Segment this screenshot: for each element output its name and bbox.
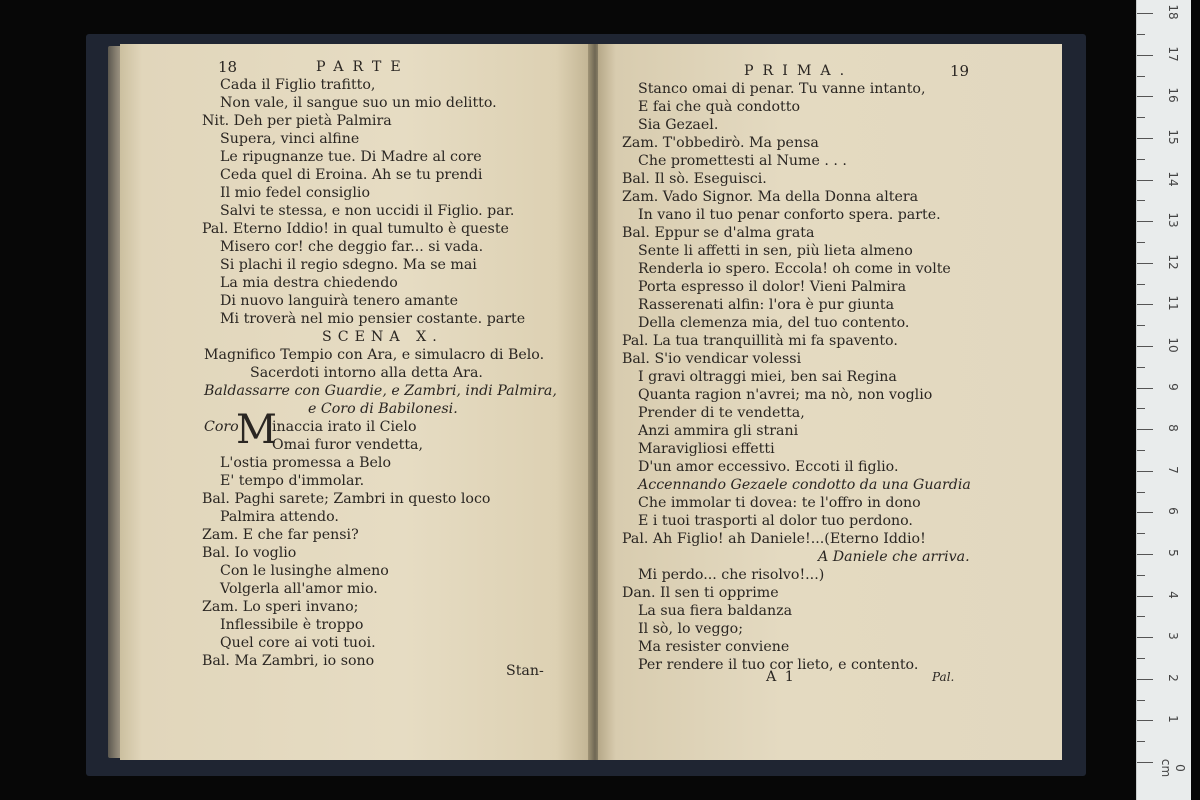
text-line: Bal. Ma Zambri, io sono bbox=[202, 653, 375, 669]
ruler-label: 16 bbox=[1166, 87, 1180, 104]
text-line: Bal. Eppur se d'alma grata bbox=[622, 225, 815, 241]
text-line: Zam. Lo speri invano; bbox=[202, 599, 359, 615]
ruler-tick bbox=[1137, 679, 1153, 680]
text-line: Salvi te stessa, e non uccidi il Figlio. par. bbox=[220, 203, 515, 219]
ruler-label: 11 bbox=[1166, 295, 1180, 312]
ruler-label: 15 bbox=[1166, 129, 1180, 145]
text-line: Baldassarre con Guardie, e Zambri, indi Palmira, bbox=[204, 383, 557, 399]
text-line: Coro bbox=[204, 419, 239, 435]
text-line: Pal. La tua tranquillità mi fa spavento. bbox=[622, 333, 898, 349]
ruler-label: 9 bbox=[1166, 382, 1180, 391]
ruler-tick bbox=[1137, 180, 1153, 181]
text-line: Zam. E che far pensi? bbox=[202, 527, 359, 543]
ruler-tick bbox=[1137, 13, 1153, 14]
ruler-label: 3 bbox=[1166, 632, 1180, 640]
text-line: Rasserenati alfin: l'ora è pur giunta bbox=[638, 297, 895, 313]
text-line: Di nuovo languirà tenero amante bbox=[220, 293, 459, 309]
ruler-label: 13 bbox=[1166, 212, 1180, 228]
ruler-tick bbox=[1137, 138, 1153, 139]
text-line: Ma resister conviene bbox=[638, 639, 790, 655]
text-line: Omai furor vendetta, bbox=[272, 437, 423, 453]
text-line: Sia Gezael. bbox=[638, 117, 719, 133]
text-line: Per rendere il tuo cor lieto, e contento. bbox=[638, 657, 919, 673]
ruler-label: 7 bbox=[1166, 465, 1180, 474]
drop-cap: M bbox=[236, 407, 277, 453]
ruler-tick bbox=[1137, 720, 1153, 721]
text-line: Maravigliosi effetti bbox=[638, 441, 775, 457]
ruler-tick bbox=[1137, 200, 1145, 201]
text-line: Che promettesti al Nume . . . bbox=[638, 153, 847, 169]
text-line: Anzi ammira gli strani bbox=[638, 423, 799, 439]
text-line: Accennando Gezaele condotto da una Guardia bbox=[638, 477, 971, 493]
text-line: Dan. Il sen ti opprime bbox=[622, 585, 779, 601]
text-line: La sua fiera baldanza bbox=[638, 603, 793, 619]
ruler-tick bbox=[1137, 533, 1145, 534]
ruler-tick bbox=[1137, 304, 1153, 305]
ruler-label: 14 bbox=[1166, 170, 1180, 187]
ruler-label: 6 bbox=[1166, 507, 1180, 516]
catchword: Stan- bbox=[506, 663, 544, 679]
text-line: In vano il tuo penar conforto spera. parte. bbox=[638, 207, 941, 223]
signature-mark: A 1 bbox=[766, 669, 796, 685]
text-line: Porta espresso il dolor! Vieni Palmira bbox=[638, 279, 907, 295]
ruler-tick bbox=[1137, 450, 1145, 451]
text-line: Cada il Figlio trafitto, bbox=[220, 77, 376, 93]
text-line: Zam. T'obbedirò. Ma pensa bbox=[622, 135, 819, 151]
ruler-tick bbox=[1137, 221, 1153, 222]
scene-heading: SCENA X. bbox=[322, 329, 443, 345]
ruler-tick bbox=[1137, 616, 1145, 617]
ruler-tick bbox=[1137, 575, 1145, 576]
ruler-label: 18 bbox=[1166, 4, 1180, 20]
text-line: Misero cor! che deggio far... si vada. bbox=[220, 239, 484, 255]
ruler-label: 8 bbox=[1166, 424, 1180, 432]
measuring-ruler bbox=[1136, 0, 1191, 800]
ruler-tick bbox=[1137, 637, 1153, 638]
text-line: Nit. Deh per pietà Palmira bbox=[202, 113, 392, 129]
ruler-tick bbox=[1137, 159, 1145, 160]
ruler-tick bbox=[1137, 658, 1145, 659]
ruler-tick bbox=[1137, 471, 1153, 472]
text-line: Palmira attendo. bbox=[220, 509, 339, 525]
text-line: Ceda quel di Eroina. Ah se tu prendi bbox=[220, 167, 483, 183]
ruler-tick bbox=[1137, 346, 1153, 347]
text-line: Volgerla all'amor mio. bbox=[220, 581, 378, 597]
page-number: 19 bbox=[950, 62, 970, 80]
text-line: Supera, vinci alfine bbox=[220, 131, 360, 147]
ruler-tick bbox=[1137, 741, 1145, 742]
ruler-tick bbox=[1137, 117, 1145, 118]
ruler-tick bbox=[1137, 762, 1153, 763]
ruler-tick bbox=[1137, 408, 1145, 409]
text-line: Renderla io spero. Eccola! oh come in volte bbox=[638, 261, 951, 277]
text-line: Zam. Vado Signor. Ma della Donna altera bbox=[622, 189, 919, 205]
ruler-tick bbox=[1137, 55, 1153, 56]
text-line: Bal. Il sò. Eseguisci. bbox=[622, 171, 767, 187]
ruler-tick bbox=[1137, 325, 1145, 326]
ruler-label: 0 cm bbox=[1159, 758, 1187, 778]
ruler-tick bbox=[1137, 512, 1153, 513]
text-line: Pal. Eterno Iddio! in qual tumulto è queste bbox=[202, 221, 509, 237]
text-line: Mi perdo... che risolvo!...) bbox=[638, 567, 825, 583]
text-line: E i tuoi trasporti al dolor tuo perdono. bbox=[638, 513, 913, 529]
text-line: Che immolar ti dovea: te l'offro in dono bbox=[638, 495, 921, 511]
ruler-label: 10 bbox=[1166, 337, 1180, 353]
text-line: L'ostia promessa a Belo bbox=[220, 455, 392, 471]
text-line: Bal. Paghi sarete; Zambri in questo loco bbox=[202, 491, 491, 507]
text-line: Della clemenza mia, del tuo contento. bbox=[638, 315, 910, 331]
text-line: I gravi oltraggi miei, ben sai Regina bbox=[638, 369, 897, 385]
text-line: inaccia irato il Cielo bbox=[272, 419, 417, 435]
text-line: A Daniele che arriva. bbox=[818, 549, 970, 565]
text-line: Magnifico Tempio con Ara, e simulacro di Belo. bbox=[204, 347, 545, 363]
ruler-tick bbox=[1137, 263, 1153, 264]
text-line: La mia destra chiedendo bbox=[220, 275, 398, 291]
text-line: e Coro di Babilonesi. bbox=[308, 401, 458, 417]
text-line: Inflessibile è troppo bbox=[220, 617, 364, 633]
ruler-tick bbox=[1137, 96, 1153, 97]
text-line: Il sò, lo veggo; bbox=[638, 621, 743, 637]
ruler-label: 12 bbox=[1166, 254, 1180, 270]
text-line: Bal. S'io vendicar volessi bbox=[622, 351, 802, 367]
ruler-label: 2 bbox=[1166, 673, 1180, 682]
text-line: Mi troverà nel mio pensier costante. parte bbox=[220, 311, 526, 327]
text-line: Quanta ragion n'avrei; ma nò, non voglio bbox=[638, 387, 933, 403]
left-page bbox=[120, 44, 594, 760]
right-page bbox=[598, 44, 1062, 760]
ruler-tick bbox=[1137, 596, 1153, 597]
running-head: PRIMA. bbox=[744, 63, 854, 79]
text-line: Si plachi il regio sdegno. Ma se mai bbox=[220, 257, 477, 273]
ruler-tick bbox=[1137, 388, 1153, 389]
text-line: Sente li affetti in sen, più lieta almeno bbox=[638, 243, 913, 259]
ruler-label: 4 bbox=[1166, 590, 1180, 599]
ruler-tick bbox=[1137, 284, 1145, 285]
text-line: Con le lusinghe almeno bbox=[220, 563, 389, 579]
ruler-tick bbox=[1137, 242, 1145, 243]
ruler-tick bbox=[1137, 367, 1145, 368]
ruler-tick bbox=[1137, 34, 1145, 35]
text-line: D'un amor eccessivo. Eccoti il figlio. bbox=[638, 459, 899, 475]
text-line: Bal. Io voglio bbox=[202, 545, 297, 561]
text-line: E fai che quà condotto bbox=[638, 99, 800, 115]
text-line: Il mio fedel consiglio bbox=[220, 185, 371, 201]
text-line: Prender di te vendetta, bbox=[638, 405, 805, 421]
ruler-label: 1 bbox=[1166, 715, 1180, 724]
ruler-tick bbox=[1137, 76, 1145, 77]
ruler-tick bbox=[1137, 554, 1153, 555]
ruler-label: 5 bbox=[1166, 549, 1180, 557]
text-line: Pal. Ah Figlio! ah Daniele!...(Eterno Iddio! bbox=[622, 531, 926, 547]
text-line: Le ripugnanze tue. Di Madre al core bbox=[220, 149, 482, 165]
ruler-label: 17 bbox=[1166, 46, 1180, 62]
text-line: Stanco omai di penar. Tu vanne intanto, bbox=[638, 81, 926, 97]
catchword: Pal. bbox=[932, 670, 955, 684]
ruler-tick bbox=[1137, 492, 1145, 493]
text-line: E' tempo d'immolar. bbox=[220, 473, 365, 489]
text-line: Sacerdoti intorno alla detta Ara. bbox=[250, 365, 483, 381]
ruler-tick bbox=[1137, 429, 1153, 430]
text-line: Quel core ai voti tuoi. bbox=[220, 635, 376, 651]
page-number: 18 bbox=[218, 58, 238, 76]
text-line: Non vale, il sangue suo un mio delitto. bbox=[220, 95, 497, 111]
ruler-tick bbox=[1137, 700, 1145, 701]
running-head: PARTE bbox=[316, 59, 410, 75]
